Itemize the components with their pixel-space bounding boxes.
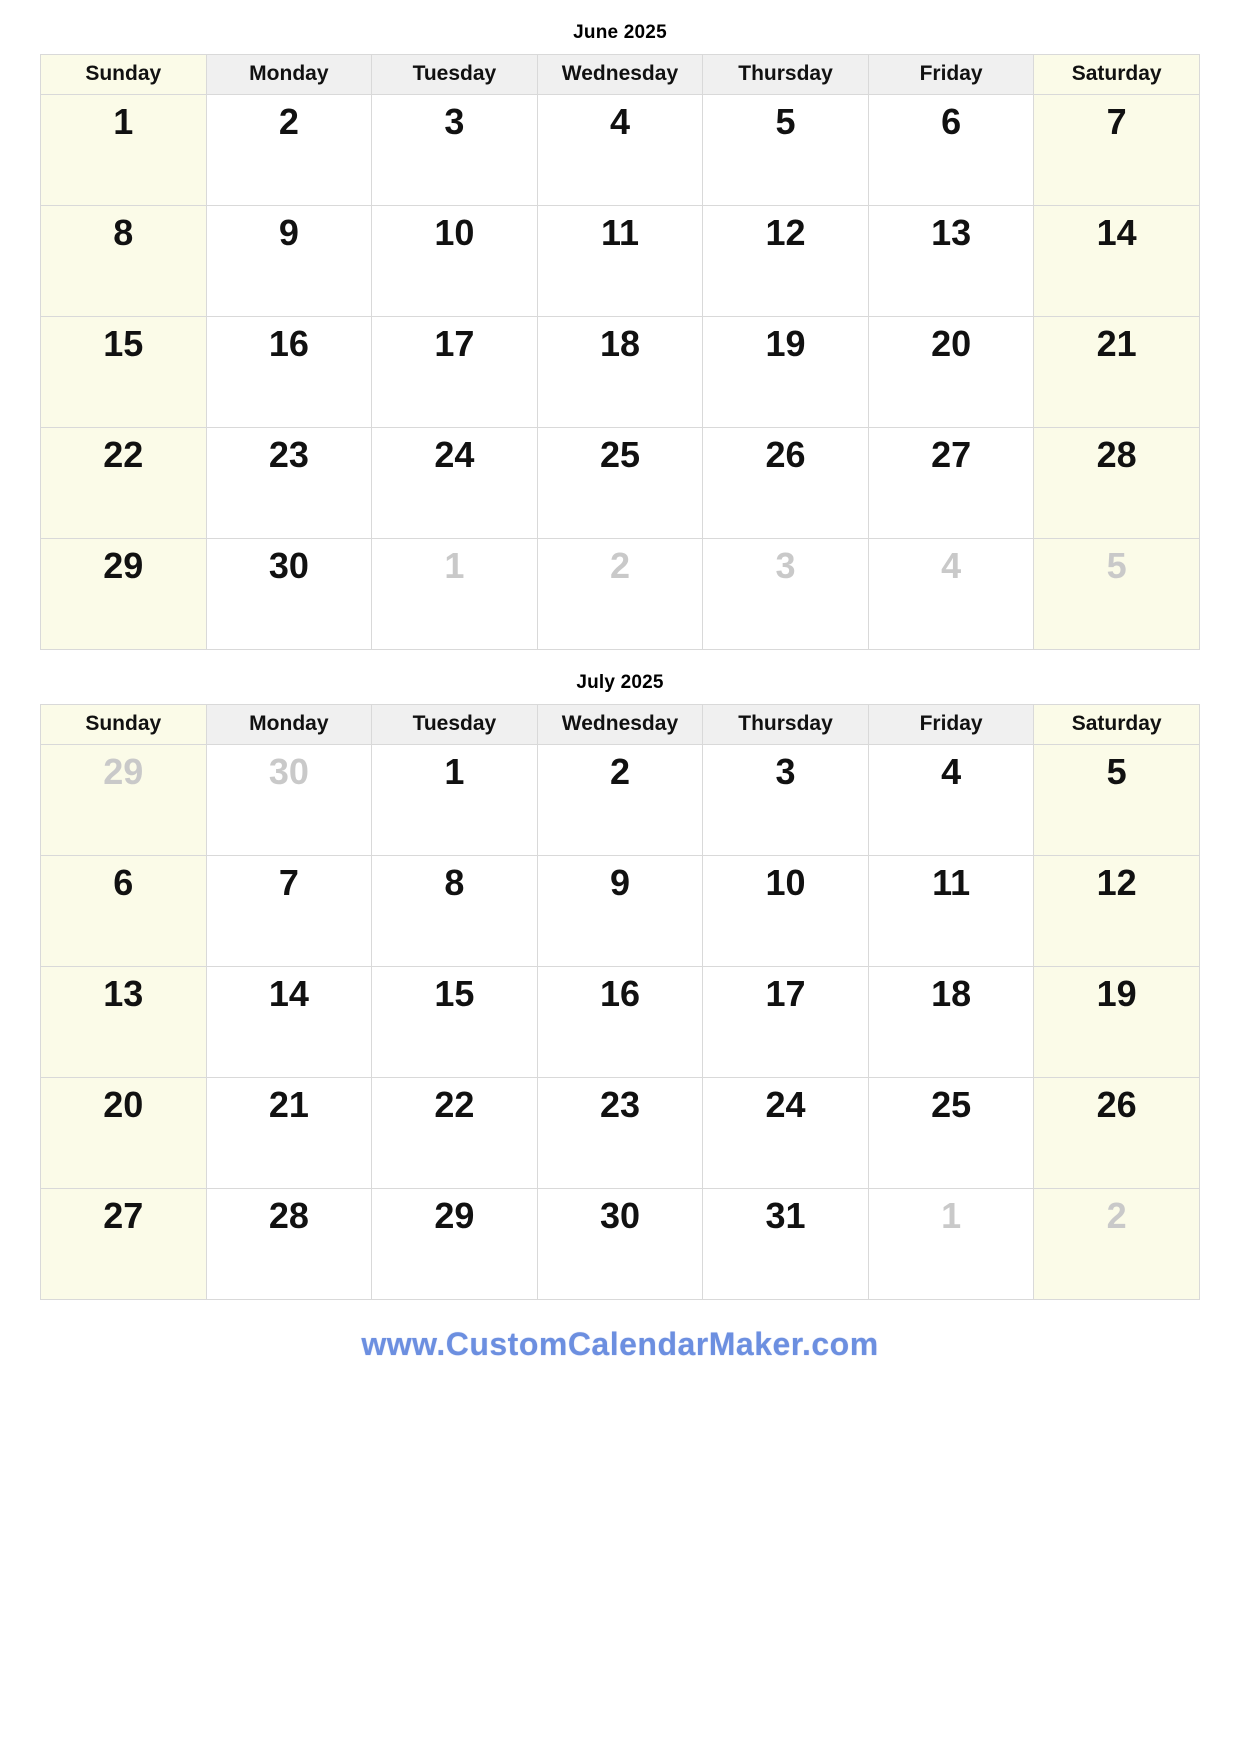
week-row [41, 539, 1200, 650]
day-cell-adjacent-month[interactable]: 3 [703, 539, 869, 650]
day-cell[interactable]: 27 [868, 428, 1034, 539]
day-cell-adjacent-month[interactable]: 1 [868, 1189, 1034, 1300]
calendar-header-july [41, 705, 1200, 745]
day-cell[interactable]: 20 [868, 317, 1034, 428]
day-cell[interactable]: 3 [372, 95, 538, 206]
month-title: July 2025 [576, 672, 664, 693]
day-cell[interactable]: 31 [703, 1189, 869, 1300]
week-row [41, 95, 1200, 206]
weekday-header-row [41, 705, 1200, 745]
day-cell[interactable]: 22 [372, 1078, 538, 1189]
calendar-table-july [40, 704, 1200, 1300]
day-cell-adjacent-month[interactable]: 29 [41, 745, 207, 856]
day-cell[interactable]: 12 [703, 206, 869, 317]
day-cell[interactable]: 13 [41, 967, 207, 1078]
day-cell[interactable]: 19 [703, 317, 869, 428]
day-cell[interactable]: 7 [1034, 95, 1200, 206]
weekday-header-wednesday: Wednesday [537, 705, 703, 745]
weekday-header-tuesday: Tuesday [372, 55, 538, 95]
day-cell[interactable]: 4 [868, 745, 1034, 856]
day-cell[interactable]: 29 [41, 539, 207, 650]
day-cell[interactable]: 17 [372, 317, 538, 428]
day-cell[interactable]: 16 [206, 317, 372, 428]
day-cell[interactable]: 7 [206, 856, 372, 967]
calendar-header-june [41, 55, 1200, 95]
week-row [41, 967, 1200, 1078]
month-spacer [40, 650, 1200, 672]
weekday-header-row [41, 55, 1200, 95]
day-cell[interactable]: 11 [537, 206, 703, 317]
day-cell[interactable]: 5 [703, 95, 869, 206]
day-cell[interactable]: 21 [1034, 317, 1200, 428]
day-cell[interactable]: 3 [703, 745, 869, 856]
day-cell[interactable]: 23 [206, 428, 372, 539]
week-row [41, 428, 1200, 539]
month-block-july [40, 672, 1200, 1300]
day-cell[interactable]: 2 [537, 745, 703, 856]
weekday-header-thursday: Thursday [703, 705, 869, 745]
day-cell[interactable]: 28 [1034, 428, 1200, 539]
day-cell[interactable]: 11 [868, 856, 1034, 967]
day-cell[interactable]: 1 [372, 745, 538, 856]
day-cell-adjacent-month[interactable]: 4 [868, 539, 1034, 650]
day-cell[interactable]: 9 [206, 206, 372, 317]
day-cell[interactable]: 14 [1034, 206, 1200, 317]
calendar-body-june [41, 95, 1200, 650]
day-cell-adjacent-month[interactable]: 5 [1034, 539, 1200, 650]
day-cell[interactable]: 24 [703, 1078, 869, 1189]
weekday-header-saturday: Saturday [1034, 705, 1200, 745]
day-cell[interactable]: 20 [41, 1078, 207, 1189]
day-cell[interactable]: 10 [372, 206, 538, 317]
day-cell[interactable]: 18 [868, 967, 1034, 1078]
day-cell[interactable]: 28 [206, 1189, 372, 1300]
day-cell[interactable]: 6 [868, 95, 1034, 206]
day-cell[interactable]: 9 [537, 856, 703, 967]
day-cell[interactable]: 23 [537, 1078, 703, 1189]
day-cell[interactable]: 27 [41, 1189, 207, 1300]
day-cell-adjacent-month[interactable]: 2 [537, 539, 703, 650]
day-cell[interactable]: 13 [868, 206, 1034, 317]
weekday-header-saturday: Saturday [1034, 55, 1200, 95]
week-row [41, 856, 1200, 967]
day-cell[interactable]: 30 [537, 1189, 703, 1300]
day-cell[interactable]: 10 [703, 856, 869, 967]
weekday-header-sunday: Sunday [41, 55, 207, 95]
day-cell[interactable]: 8 [41, 206, 207, 317]
day-cell[interactable]: 14 [206, 967, 372, 1078]
day-cell[interactable]: 19 [1034, 967, 1200, 1078]
day-cell[interactable]: 12 [1034, 856, 1200, 967]
day-cell[interactable]: 6 [41, 856, 207, 967]
day-cell[interactable]: 21 [206, 1078, 372, 1189]
day-cell[interactable]: 29 [372, 1189, 538, 1300]
day-cell[interactable]: 18 [537, 317, 703, 428]
week-row [41, 745, 1200, 856]
day-cell[interactable]: 16 [537, 967, 703, 1078]
weekday-header-friday: Friday [868, 705, 1034, 745]
day-cell-adjacent-month[interactable]: 1 [372, 539, 538, 650]
month-block-june [40, 22, 1200, 650]
weekday-header-thursday: Thursday [703, 55, 869, 95]
day-cell[interactable]: 4 [537, 95, 703, 206]
weekday-header-wednesday: Wednesday [537, 55, 703, 95]
week-row [41, 1078, 1200, 1189]
day-cell[interactable]: 24 [372, 428, 538, 539]
weekday-header-monday: Monday [206, 55, 372, 95]
week-row [41, 206, 1200, 317]
week-row [41, 1189, 1200, 1300]
day-cell[interactable]: 26 [703, 428, 869, 539]
weekday-header-monday: Monday [206, 705, 372, 745]
weekday-header-sunday: Sunday [41, 705, 207, 745]
day-cell-adjacent-month[interactable]: 2 [1034, 1189, 1200, 1300]
calendar-body-july [41, 745, 1200, 1300]
weekday-header-friday: Friday [868, 55, 1034, 95]
weekday-header-tuesday: Tuesday [372, 705, 538, 745]
day-cell[interactable]: 5 [1034, 745, 1200, 856]
day-cell[interactable]: 15 [372, 967, 538, 1078]
website-link[interactable]: www.CustomCalendarMaker.com [361, 1326, 879, 1362]
day-cell[interactable]: 15 [41, 317, 207, 428]
month-title: June 2025 [573, 22, 667, 43]
day-cell-adjacent-month[interactable]: 30 [206, 745, 372, 856]
footer [40, 1326, 1200, 1363]
day-cell[interactable]: 26 [1034, 1078, 1200, 1189]
calendar-table-june [40, 54, 1200, 650]
day-cell[interactable]: 8 [372, 856, 538, 967]
day-cell[interactable]: 17 [703, 967, 869, 1078]
day-cell[interactable]: 25 [537, 428, 703, 539]
day-cell[interactable]: 25 [868, 1078, 1034, 1189]
day-cell[interactable]: 30 [206, 539, 372, 650]
day-cell[interactable]: 2 [206, 95, 372, 206]
week-row [41, 317, 1200, 428]
day-cell[interactable]: 22 [41, 428, 207, 539]
day-cell[interactable]: 1 [41, 95, 207, 206]
